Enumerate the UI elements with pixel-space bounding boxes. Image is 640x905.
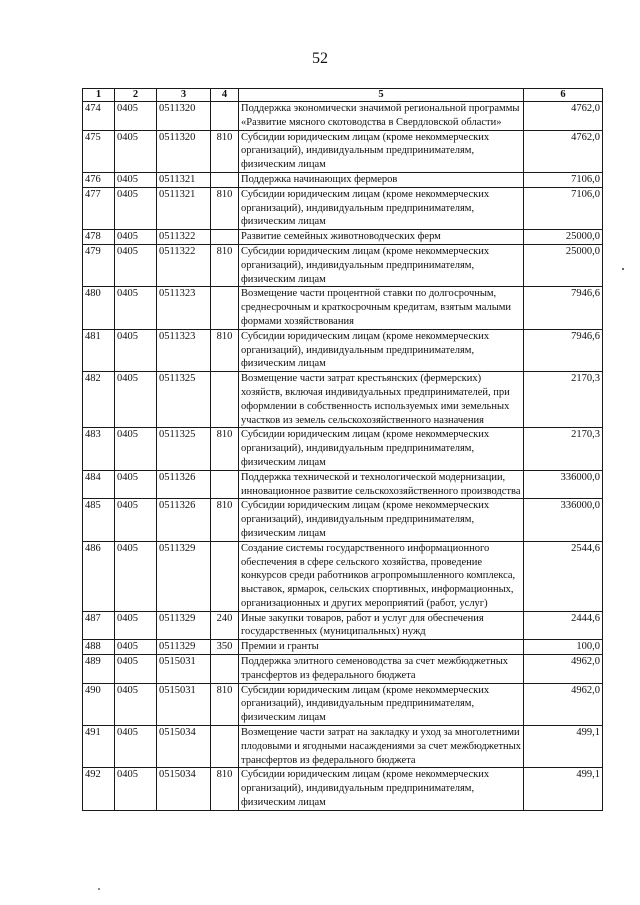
article-code: 0511323: [157, 287, 211, 329]
expense-type-code: [211, 541, 239, 611]
row-name: Поддержка технической и технологической модернизации, инновационное развитие сельскохозяйственного производства: [239, 470, 524, 499]
row-amount: 4962,0: [524, 655, 603, 684]
expense-type-code: 810: [211, 329, 239, 371]
section-code: 0405: [115, 768, 157, 810]
table-row: [83, 372, 603, 428]
article-code: 0511329: [157, 611, 211, 640]
row-name: Субсидии юридическим лицам (кроме некоммерческих организаций), индивидуальным предпринимателям, физическим лицам: [239, 499, 524, 541]
table-row: [83, 683, 603, 725]
row-number: 492: [83, 768, 115, 810]
article-code: 0511325: [157, 428, 211, 470]
section-code: 0405: [115, 428, 157, 470]
expense-type-code: [211, 470, 239, 499]
row-number: 474: [83, 102, 115, 131]
section-code: 0405: [115, 172, 157, 187]
article-code: 0511326: [157, 470, 211, 499]
row-number: 482: [83, 372, 115, 428]
expense-type-code: 810: [211, 428, 239, 470]
row-number: 476: [83, 172, 115, 187]
table-row: [83, 230, 603, 245]
article-code: 0515031: [157, 655, 211, 684]
row-name: Иные закупки товаров, работ и услуг для обеспечения государственных (муниципальных) нужд: [239, 611, 524, 640]
row-amount: 7946,6: [524, 287, 603, 329]
article-code: 0511329: [157, 640, 211, 655]
table-row: [83, 130, 603, 172]
table-row: [83, 172, 603, 187]
article-code: 0515034: [157, 726, 211, 768]
section-code: 0405: [115, 230, 157, 245]
article-code: 0515031: [157, 683, 211, 725]
section-code: 0405: [115, 244, 157, 286]
section-code: 0405: [115, 611, 157, 640]
row-name: Возмещение части затрат крестьянских (фермерских) хозяйств, включая индивидуальных предпринимателей, при оформлении в собственность используемых ими земельных участков из земель сельскохозяйственного назначения: [239, 372, 524, 428]
row-name: Субсидии юридическим лицам (кроме некоммерческих организаций), индивидуальным предпринимателям, физическим лицам: [239, 244, 524, 286]
section-code: 0405: [115, 655, 157, 684]
row-number: 475: [83, 130, 115, 172]
expense-type-code: [211, 230, 239, 245]
budget-table: [82, 88, 603, 811]
article-code: 0511325: [157, 372, 211, 428]
table-row: [83, 428, 603, 470]
section-code: 0405: [115, 683, 157, 725]
page-number: 52: [312, 50, 328, 67]
column-header: 5: [239, 89, 524, 102]
row-number: 486: [83, 541, 115, 611]
expense-type-code: 810: [211, 768, 239, 810]
article-code: 0511320: [157, 130, 211, 172]
row-amount: 4762,0: [524, 102, 603, 131]
row-name: Возмещение части процентной ставки по долгосрочным, среднесрочным и краткосрочным кредитам, взятым малыми формами хозяйствования: [239, 287, 524, 329]
row-amount: 2444,6: [524, 611, 603, 640]
table-row: [83, 640, 603, 655]
section-code: 0405: [115, 372, 157, 428]
row-amount: 336000,0: [524, 499, 603, 541]
row-amount: 499,1: [524, 768, 603, 810]
expense-type-code: 810: [211, 683, 239, 725]
row-name: Премии и гранты: [239, 640, 524, 655]
section-code: 0405: [115, 470, 157, 499]
article-code: 0511321: [157, 172, 211, 187]
column-header: 3: [157, 89, 211, 102]
row-name: Субсидии юридическим лицам (кроме некоммерческих организаций), индивидуальным предпринимателям, физическим лицам: [239, 187, 524, 229]
row-number: 485: [83, 499, 115, 541]
expense-type-code: [211, 287, 239, 329]
row-name: Субсидии юридическим лицам (кроме некоммерческих организаций), индивидуальным предпринимателям, физическим лицам: [239, 130, 524, 172]
table-row: [83, 187, 603, 229]
row-number: 477: [83, 187, 115, 229]
row-number: 478: [83, 230, 115, 245]
table-row: [83, 655, 603, 684]
section-code: 0405: [115, 499, 157, 541]
row-number: 488: [83, 640, 115, 655]
section-code: 0405: [115, 130, 157, 172]
article-code: 0511323: [157, 329, 211, 371]
expense-type-code: 350: [211, 640, 239, 655]
row-amount: 2544,6: [524, 541, 603, 611]
expense-type-code: [211, 372, 239, 428]
table-row: [83, 726, 603, 768]
article-code: 0511322: [157, 244, 211, 286]
row-amount: 7106,0: [524, 187, 603, 229]
row-number: 483: [83, 428, 115, 470]
row-amount: 4762,0: [524, 130, 603, 172]
row-amount: 100,0: [524, 640, 603, 655]
row-name: Субсидии юридическим лицам (кроме некоммерческих организаций), индивидуальным предпринимателям, физическим лицам: [239, 768, 524, 810]
expense-type-code: [211, 172, 239, 187]
expense-type-code: 810: [211, 187, 239, 229]
row-number: 489: [83, 655, 115, 684]
expense-type-code: 810: [211, 244, 239, 286]
section-code: 0405: [115, 640, 157, 655]
row-amount: 499,1: [524, 726, 603, 768]
table-row: [83, 768, 603, 810]
column-header: 1: [83, 89, 115, 102]
row-amount: 2170,3: [524, 428, 603, 470]
section-code: 0405: [115, 102, 157, 131]
table-row: [83, 470, 603, 499]
section-code: 0405: [115, 726, 157, 768]
row-amount: 2170,3: [524, 372, 603, 428]
row-amount: 7106,0: [524, 172, 603, 187]
article-code: 0511329: [157, 541, 211, 611]
scan-speck: [622, 268, 624, 270]
row-name: Создание системы государственного информационного обеспечения в сфере сельского хозяйства, проведение конкурсов среди работников агропромышленного комплекса, выставок, ярмарок, сельских спортивных, информационных, организационных и других мероприятий (работ, услуг): [239, 541, 524, 611]
section-code: 0405: [115, 287, 157, 329]
row-amount: 4962,0: [524, 683, 603, 725]
article-code: 0515034: [157, 768, 211, 810]
section-code: 0405: [115, 541, 157, 611]
row-name: Поддержка экономически значимой региональной программы «Развитие мясного скотоводства в Свердловской области»: [239, 102, 524, 131]
row-name: Субсидии юридическим лицам (кроме некоммерческих организаций), индивидуальным предпринимателям, физическим лицам: [239, 683, 524, 725]
table-row: [83, 329, 603, 371]
expense-type-code: [211, 726, 239, 768]
expense-type-code: 810: [211, 499, 239, 541]
article-code: 0511322: [157, 230, 211, 245]
article-code: 0511321: [157, 187, 211, 229]
table-row: [83, 102, 603, 131]
expense-type-code: [211, 102, 239, 131]
article-code: 0511326: [157, 499, 211, 541]
column-header: 6: [524, 89, 603, 102]
row-number: 481: [83, 329, 115, 371]
column-header: 4: [211, 89, 239, 102]
row-amount: 25000,0: [524, 244, 603, 286]
column-header: 2: [115, 89, 157, 102]
expense-type-code: 240: [211, 611, 239, 640]
expense-type-code: [211, 655, 239, 684]
row-number: 491: [83, 726, 115, 768]
section-code: 0405: [115, 329, 157, 371]
table-row: [83, 244, 603, 286]
row-name: Поддержка начинающих фермеров: [239, 172, 524, 187]
expense-type-code: 810: [211, 130, 239, 172]
row-number: 484: [83, 470, 115, 499]
row-number: 479: [83, 244, 115, 286]
row-name: Поддержка элитного семеноводства за счет межбюджетных трансфертов из федерального бюджета: [239, 655, 524, 684]
row-amount: 336000,0: [524, 470, 603, 499]
row-number: 487: [83, 611, 115, 640]
row-amount: 25000,0: [524, 230, 603, 245]
table-row: [83, 499, 603, 541]
table-row: [83, 611, 603, 640]
row-amount: 7946,6: [524, 329, 603, 371]
table-header-row: [83, 89, 603, 102]
row-name: Субсидии юридическим лицам (кроме некоммерческих организаций), индивидуальным предпринимателям, физическим лицам: [239, 329, 524, 371]
row-name: Возмещение части затрат на закладку и уход за многолетними плодовыми и ягодными насаждениями за счет межбюджетных трансфертов из федерального бюджета: [239, 726, 524, 768]
row-name: Развитие семейных животноводческих ферм: [239, 230, 524, 245]
row-number: 480: [83, 287, 115, 329]
scan-speck: [98, 888, 100, 890]
table-row: [83, 287, 603, 329]
row-name: Субсидии юридическим лицам (кроме некоммерческих организаций), индивидуальным предпринимателям, физическим лицам: [239, 428, 524, 470]
section-code: 0405: [115, 187, 157, 229]
article-code: 0511320: [157, 102, 211, 131]
table-row: [83, 541, 603, 611]
row-number: 490: [83, 683, 115, 725]
